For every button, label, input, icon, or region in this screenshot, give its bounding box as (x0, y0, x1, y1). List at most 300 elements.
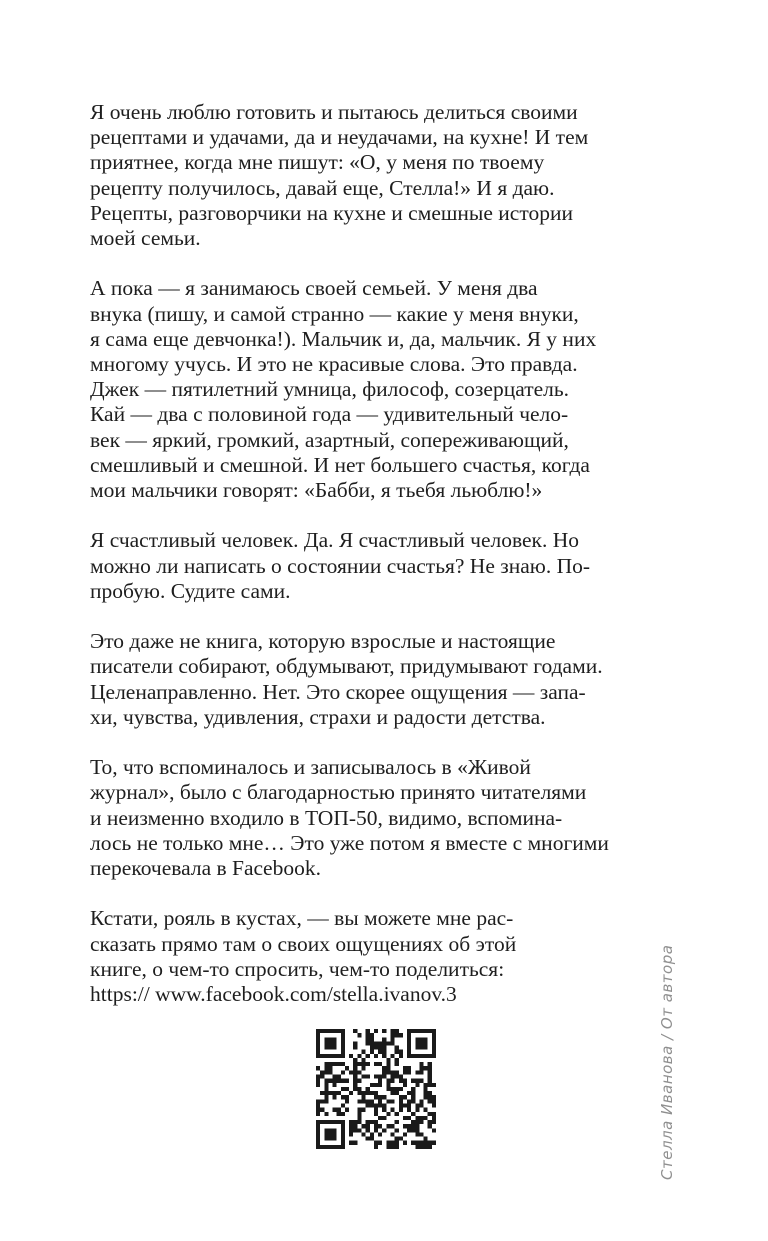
qr-module (390, 1124, 394, 1128)
paragraph-not-a-book (90, 629, 630, 730)
qr-module (395, 1070, 399, 1074)
qr-module (337, 1075, 341, 1079)
qr-module (378, 1124, 382, 1128)
qr-module (428, 1062, 432, 1066)
qr-module (341, 1145, 345, 1149)
qr-module (333, 1037, 337, 1041)
qr-module (432, 1120, 436, 1124)
qr-module (411, 1054, 415, 1058)
qr-module (415, 1132, 419, 1136)
qr-module (316, 1075, 320, 1079)
qr-module (366, 1103, 370, 1107)
qr-module (353, 1066, 357, 1070)
text-line: приятнее, когда мне пишут: «О, у меня по твоему (90, 150, 545, 175)
qr-module (324, 1145, 328, 1149)
qr-module (428, 1054, 432, 1058)
qr-module (407, 1041, 411, 1045)
qr-module (316, 1132, 320, 1136)
qr-module (324, 1037, 328, 1041)
qr-module (419, 1141, 423, 1145)
qr-module (403, 1066, 407, 1070)
qr-module (390, 1108, 394, 1112)
qr-module (395, 1145, 399, 1149)
qr-module (366, 1124, 370, 1128)
qr-module (382, 1095, 386, 1099)
qr-module (378, 1099, 382, 1103)
qr-module (374, 1029, 378, 1033)
qr-module (403, 1103, 407, 1107)
qr-module (341, 1037, 345, 1041)
qr-module (415, 1116, 419, 1120)
qr-module (378, 1079, 382, 1083)
qr-module (407, 1099, 411, 1103)
qr-module (424, 1141, 428, 1145)
qr-module (366, 1075, 370, 1079)
qr-module (419, 1029, 423, 1033)
qr-module (378, 1083, 382, 1087)
qr-module (415, 1037, 419, 1041)
text-line: писатели собирают, обдумывают, придумывают годами. (90, 654, 603, 679)
qr-module (428, 1091, 432, 1095)
qr-module (432, 1095, 436, 1099)
qr-module (353, 1029, 357, 1033)
qr-module (395, 1050, 399, 1054)
qr-module (341, 1050, 345, 1054)
qr-module (428, 1095, 432, 1099)
qr-module (316, 1079, 320, 1083)
qr-module (428, 1070, 432, 1074)
qr-module (407, 1050, 411, 1054)
qr-module (415, 1079, 419, 1083)
qr-module (341, 1095, 345, 1099)
qr-module (378, 1116, 382, 1120)
qr-module (399, 1050, 403, 1054)
qr-module (328, 1041, 332, 1045)
paragraph-cooking (90, 100, 630, 251)
qr-module (419, 1054, 423, 1058)
qr-module (353, 1128, 357, 1132)
qr-module (324, 1062, 328, 1066)
qr-module (370, 1046, 374, 1050)
qr-module (432, 1116, 436, 1120)
qr-module (366, 1037, 370, 1041)
text-line: Джек — пятилетний умница, философ, созерцатель. (90, 377, 570, 402)
qr-module (415, 1046, 419, 1050)
qr-module (353, 1083, 357, 1087)
qr-module (333, 1091, 337, 1095)
qr-module (428, 1112, 432, 1116)
qr-module (399, 1079, 403, 1083)
qr-module (316, 1137, 320, 1141)
qr-module (349, 1132, 353, 1136)
qr-module (378, 1141, 382, 1145)
qr-module (403, 1124, 407, 1128)
qr-module (411, 1124, 415, 1128)
text-line: Кстати, рояль в кустах, — вы можете мне рас- (90, 906, 514, 931)
qr-module (341, 1029, 345, 1033)
qr-module (432, 1050, 436, 1054)
qr-module (341, 1070, 345, 1074)
qr-module (366, 1137, 370, 1141)
qr-module (411, 1112, 415, 1116)
qr-module (345, 1108, 349, 1112)
qr-module (320, 1075, 324, 1079)
qr-module (337, 1108, 341, 1112)
qr-module (341, 1120, 345, 1124)
qr-module (337, 1091, 341, 1095)
qr-module (424, 1145, 428, 1149)
qr-module (411, 1079, 415, 1083)
qr-module (382, 1116, 386, 1120)
qr-module (424, 1037, 428, 1041)
qr-module (378, 1046, 382, 1050)
qr-module (353, 1141, 357, 1145)
qr-module (357, 1054, 361, 1058)
qr-module (407, 1103, 411, 1107)
text-line: рецепту получилось, давай еще, Стелла!» И я даю. (90, 175, 555, 200)
qr-module (374, 1062, 378, 1066)
qr-module (341, 1128, 345, 1132)
qr-module (407, 1108, 411, 1112)
qr-module (320, 1099, 324, 1103)
qr-module (390, 1091, 394, 1095)
qr-module (411, 1029, 415, 1033)
qr-module (316, 1037, 320, 1041)
qr-module (341, 1041, 345, 1045)
qr-module (337, 1029, 341, 1033)
qr-module (357, 1033, 361, 1037)
qr-module (333, 1120, 337, 1124)
qr-module (374, 1112, 378, 1116)
qr-module (424, 1041, 428, 1045)
qr-module (382, 1070, 386, 1074)
qr-module (349, 1124, 353, 1128)
qr-module (324, 1029, 328, 1033)
qr-module (341, 1137, 345, 1141)
qr-module (324, 1041, 328, 1045)
qr-module (407, 1066, 411, 1070)
qr-module (411, 1091, 415, 1095)
qr-module (382, 1050, 386, 1054)
qr-module (415, 1041, 419, 1045)
qr-module (316, 1112, 320, 1116)
qr-module (390, 1087, 394, 1091)
qr-module (399, 1033, 403, 1037)
qr-module (424, 1091, 428, 1095)
text-line: Рецепты, разговорчики на кухне и смешные истории (90, 200, 573, 225)
qr-module (432, 1046, 436, 1050)
qr-module (324, 1137, 328, 1141)
text-line: рецептами и удачами, да и неудачами, на кухне! И тем (90, 125, 589, 150)
qr-module (403, 1083, 407, 1087)
qr-module (324, 1070, 328, 1074)
qr-module (345, 1066, 349, 1070)
qr-module (411, 1141, 415, 1145)
qr-module (316, 1029, 320, 1033)
qr-module (411, 1087, 415, 1091)
qr-module (424, 1046, 428, 1050)
qr-module (316, 1124, 320, 1128)
qr-module (395, 1087, 399, 1091)
qr-module (362, 1091, 366, 1095)
qr-module (366, 1029, 370, 1033)
qr-module (428, 1120, 432, 1124)
qr-module (395, 1075, 399, 1079)
qr-module (432, 1112, 436, 1116)
qr-module (333, 1079, 337, 1083)
qr-module (399, 1054, 403, 1058)
qr-module (407, 1124, 411, 1128)
qr-module (349, 1128, 353, 1132)
qr-module (399, 1095, 403, 1099)
qr-module (316, 1033, 320, 1037)
qr-module (328, 1132, 332, 1136)
qr-module (378, 1075, 382, 1079)
qr-module (357, 1062, 361, 1066)
qr-code (316, 1029, 436, 1149)
qr-module (390, 1079, 394, 1083)
qr-module (362, 1058, 366, 1062)
qr-module (395, 1120, 399, 1124)
qr-module (386, 1041, 390, 1045)
qr-module (411, 1120, 415, 1124)
qr-module (386, 1099, 390, 1103)
qr-module (328, 1029, 332, 1033)
text-line: смешливый и смешной. И нет большего счастья, когда (90, 452, 590, 477)
qr-module (403, 1095, 407, 1099)
qr-module (382, 1029, 386, 1033)
qr-module (316, 1108, 320, 1112)
qr-module (357, 1116, 361, 1120)
qr-module (378, 1062, 382, 1066)
qr-module (316, 1041, 320, 1045)
qr-module (374, 1108, 378, 1112)
qr-module (432, 1128, 436, 1132)
qr-module (378, 1132, 382, 1136)
qr-module (328, 1037, 332, 1041)
qr-module (419, 1145, 423, 1149)
qr-module (407, 1033, 411, 1037)
qr-module (353, 1070, 357, 1074)
text-line: перекочевала в Facebook. (90, 856, 321, 881)
qr-module (366, 1041, 370, 1045)
qr-module (316, 1066, 320, 1070)
paragraph-livejournal (90, 755, 630, 881)
qr-module (370, 1099, 374, 1103)
qr-module (333, 1041, 337, 1045)
qr-module (320, 1108, 324, 1112)
qr-module (374, 1120, 378, 1124)
qr-module (333, 1128, 337, 1132)
qr-module (399, 1108, 403, 1112)
qr-module (378, 1095, 382, 1099)
text-line: То, что вспоминалось и записывалось в «Живой (90, 755, 531, 780)
qr-module (316, 1145, 320, 1149)
qr-module (395, 1112, 399, 1116)
qr-module (362, 1066, 366, 1070)
qr-module (374, 1054, 378, 1058)
qr-module (324, 1066, 328, 1070)
text-line: журнал», было с благодарностью принято читателями (90, 780, 587, 805)
qr-module (374, 1124, 378, 1128)
qr-module (407, 1037, 411, 1041)
qr-module (424, 1083, 428, 1087)
qr-module (362, 1095, 366, 1099)
text-line: Я очень люблю готовить и пытаюсь делиться своими (90, 100, 578, 124)
qr-module (324, 1083, 328, 1087)
text-line: я сама еще девчонка!). Мальчик и, да, мальчик. Я у них (90, 326, 597, 351)
qr-module (382, 1075, 386, 1079)
qr-module (378, 1103, 382, 1107)
qr-module (415, 1124, 419, 1128)
qr-module (320, 1145, 324, 1149)
qr-module (320, 1070, 324, 1074)
qr-module (353, 1058, 357, 1062)
qr-module (345, 1099, 349, 1103)
qr-module (353, 1087, 357, 1091)
qr-module (366, 1120, 370, 1124)
qr-module (390, 1029, 394, 1033)
qr-module (366, 1087, 370, 1091)
qr-module (337, 1145, 341, 1149)
qr-module (316, 1128, 320, 1132)
qr-module (424, 1054, 428, 1058)
qr-module (390, 1075, 394, 1079)
qr-module (357, 1087, 361, 1091)
qr-module (366, 1054, 370, 1058)
qr-module (411, 1099, 415, 1103)
qr-module (403, 1141, 407, 1145)
qr-module (428, 1141, 432, 1145)
text-line: Я счастливый человек. Да. Я счастливый человек. Но (90, 528, 580, 553)
qr-module (390, 1033, 394, 1037)
qr-module (386, 1145, 390, 1149)
qr-module (395, 1091, 399, 1095)
qr-module (395, 1029, 399, 1033)
qr-module (324, 1099, 328, 1103)
qr-module (341, 1112, 345, 1116)
qr-module (333, 1095, 337, 1099)
qr-module (353, 1075, 357, 1079)
qr-module (407, 1054, 411, 1058)
qr-module (316, 1083, 320, 1087)
qr-module (415, 1054, 419, 1058)
qr-module (432, 1037, 436, 1041)
body-text (90, 100, 630, 1032)
qr-module (424, 1095, 428, 1099)
qr-module (386, 1141, 390, 1145)
running-head: Стелла Иванова / От автора (658, 944, 676, 1180)
qr-module (386, 1066, 390, 1070)
qr-module (432, 1054, 436, 1058)
qr-module (390, 1099, 394, 1103)
qr-module (320, 1054, 324, 1058)
qr-module (353, 1046, 357, 1050)
qr-module (428, 1145, 432, 1149)
qr-module (395, 1058, 399, 1062)
qr-module (324, 1120, 328, 1124)
qr-module (328, 1128, 332, 1132)
qr-module (432, 1103, 436, 1107)
qr-module (349, 1120, 353, 1124)
qr-module (399, 1099, 403, 1103)
qr-module (378, 1050, 382, 1054)
qr-module (345, 1095, 349, 1099)
paragraph-contact (90, 906, 630, 1007)
qr-module (386, 1083, 390, 1087)
qr-module (411, 1128, 415, 1132)
qr-module (419, 1079, 423, 1083)
qr-module (357, 1108, 361, 1112)
qr-module (349, 1054, 353, 1058)
qr-module (424, 1066, 428, 1070)
qr-module (399, 1137, 403, 1141)
qr-module (403, 1132, 407, 1136)
qr-module (424, 1116, 428, 1120)
qr-module (382, 1037, 386, 1041)
qr-module (407, 1116, 411, 1120)
qr-module (370, 1132, 374, 1136)
qr-module (333, 1083, 337, 1087)
qr-module (328, 1137, 332, 1141)
qr-module (386, 1070, 390, 1074)
qr-module (328, 1062, 332, 1066)
qr-module (390, 1054, 394, 1058)
text-line: пробую. Судите сами. (90, 578, 291, 603)
paragraph-family (90, 276, 630, 503)
qr-module (353, 1062, 357, 1066)
qr-module (353, 1124, 357, 1128)
qr-module (432, 1041, 436, 1045)
qr-module (407, 1070, 411, 1074)
qr-module (432, 1083, 436, 1087)
qr-module (337, 1079, 341, 1083)
qr-module (386, 1124, 390, 1128)
qr-module (399, 1075, 403, 1079)
qr-module (415, 1120, 419, 1124)
text-line: лось не только мне… Это уже потом я вместе с многими (90, 830, 609, 855)
text-line: многому учусь. И это не красивые слова. Это правда. (90, 352, 578, 377)
qr-module (362, 1050, 366, 1054)
qr-module (333, 1132, 337, 1136)
qr-module (424, 1108, 428, 1112)
text-line: мои мальчики говорят: «Бабби, я тьебя льюблю!» (90, 478, 543, 503)
facebook-url[interactable]: https:// www.facebook.com/stella.ivanov.3 (90, 982, 457, 1007)
qr-module (324, 1132, 328, 1136)
qr-module (366, 1128, 370, 1132)
qr-module (341, 1046, 345, 1050)
qr-module (341, 1124, 345, 1128)
qr-module (374, 1075, 378, 1079)
qr-module (357, 1079, 361, 1083)
text-line: можно ли написать о состоянии счастья? Не знаю. По- (90, 553, 591, 578)
qr-module (399, 1087, 403, 1091)
text-line: и неизменно входило в ТОП-50, видимо, вспомина- (90, 805, 563, 830)
qr-module (428, 1029, 432, 1033)
qr-module (390, 1132, 394, 1136)
qr-module (341, 1079, 345, 1083)
qr-module (362, 1062, 366, 1066)
qr-module (333, 1137, 337, 1141)
qr-module (428, 1079, 432, 1083)
qr-module (370, 1083, 374, 1087)
qr-module (324, 1079, 328, 1083)
qr-module (415, 1083, 419, 1087)
qr-module (349, 1070, 353, 1074)
qr-module (378, 1041, 382, 1045)
qr-module (345, 1079, 349, 1083)
qr-module (419, 1132, 423, 1136)
